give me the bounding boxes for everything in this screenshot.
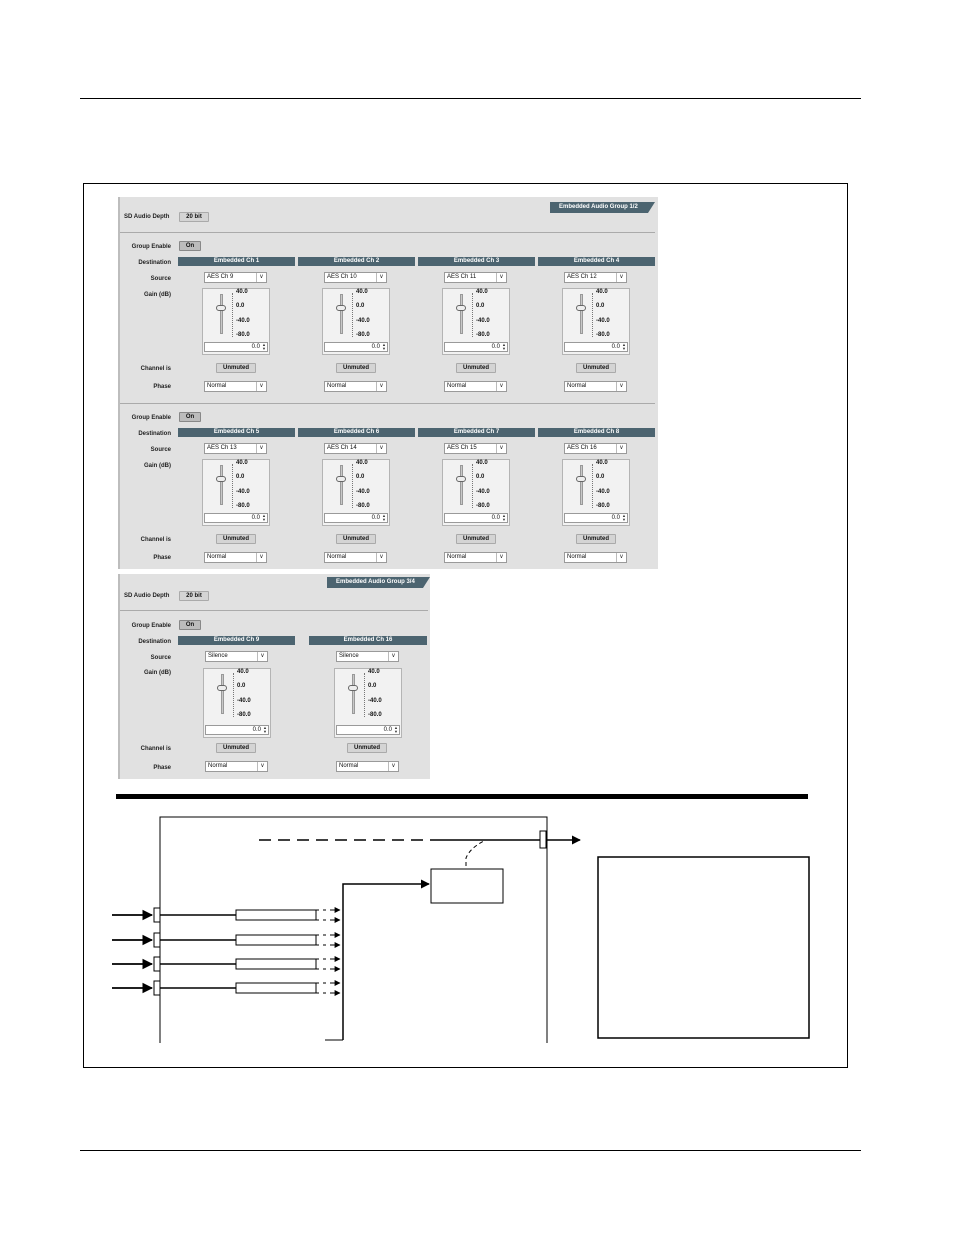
gain-slider-track[interactable]: [220, 465, 223, 505]
gain-scale-label: -40.0: [356, 318, 370, 324]
sd-audio-depth-label: SD Audio Depth: [124, 593, 170, 599]
gain-value-input[interactable]: [564, 342, 628, 352]
chevron-down-icon[interactable]: ∨: [257, 762, 267, 771]
source-label: Source: [150, 655, 171, 661]
gain-scale-label: -40.0: [356, 489, 370, 495]
gain-value-input[interactable]: [324, 342, 388, 352]
gain-value-input[interactable]: [204, 513, 268, 523]
gain-scale-label: 0.0: [596, 303, 605, 309]
phase-select-value: Normal: [327, 383, 347, 389]
gain-slider-track[interactable]: [221, 674, 224, 714]
gain-scale-label: -80.0: [356, 332, 370, 338]
slider-knob-icon[interactable]: [456, 476, 466, 482]
gain-scale-label: -40.0: [237, 698, 251, 704]
phase-select[interactable]: [205, 761, 268, 772]
channel-header: Embedded Ch 8: [538, 428, 655, 437]
gain-scale-label: 40.0: [356, 289, 368, 295]
gain-scale-ticks: [233, 673, 236, 717]
gain-scale-label: 0.0: [368, 683, 377, 689]
slider-knob-icon[interactable]: [216, 476, 226, 482]
channel-header: Embedded Ch 16: [309, 636, 427, 645]
chevron-down-icon[interactable]: ∨: [256, 273, 266, 282]
slider-knob-icon[interactable]: [576, 476, 586, 482]
gain-scale-label: -40.0: [596, 318, 610, 324]
gain-scale-label: 40.0: [368, 669, 380, 675]
phase-select-value: Normal: [207, 554, 227, 560]
gain-scale-label: -80.0: [368, 712, 382, 718]
source-select[interactable]: [324, 443, 387, 454]
chevron-down-icon[interactable]: ∨: [256, 553, 266, 562]
gain-value-input[interactable]: [324, 513, 388, 523]
channel-is-label: Channel is: [140, 366, 171, 372]
spinner-icon[interactable]: ▲ ▼: [394, 725, 398, 734]
chevron-down-icon[interactable]: ∨: [376, 444, 386, 453]
spinner-icon[interactable]: ▲ ▼: [382, 342, 386, 351]
spinner-icon[interactable]: ▲ ▼: [622, 342, 626, 351]
gain-value-input[interactable]: [336, 725, 400, 735]
mute-toggle-button[interactable]: Unmuted: [336, 534, 376, 544]
gain-label: Gain (dB): [144, 292, 171, 298]
gain-value: 0.0: [371, 515, 380, 521]
chevron-down-icon[interactable]: ∨: [376, 382, 386, 391]
gain-slider-track[interactable]: [580, 465, 583, 505]
channel-header: Embedded Ch 2: [298, 257, 415, 266]
source-select-value: AES Ch 10: [327, 274, 357, 280]
channel-header: Embedded Ch 9: [178, 636, 295, 645]
channel-header: Embedded Ch 5: [178, 428, 295, 437]
channel-header: Embedded Ch 7: [418, 428, 535, 437]
gain-value-input[interactable]: [444, 513, 508, 523]
gain-value: 0.0: [252, 727, 261, 733]
gain-value: 0.0: [251, 515, 260, 521]
channel-header: Embedded Ch 3: [418, 257, 535, 266]
chevron-down-icon[interactable]: ∨: [256, 382, 266, 391]
gain-scale-ticks: [592, 293, 595, 337]
source-select-value: Silence: [208, 653, 228, 659]
gain-value: 0.0: [251, 344, 260, 350]
source-select-value: AES Ch 13: [207, 445, 237, 451]
source-select[interactable]: [444, 443, 507, 454]
source-select[interactable]: [324, 272, 387, 283]
chevron-down-icon[interactable]: ∨: [616, 444, 626, 453]
destination-label: Destination: [138, 639, 171, 645]
gain-scale-label: -40.0: [476, 318, 490, 324]
gain-scale-label: -80.0: [236, 332, 250, 338]
phase-select-value: Normal: [208, 763, 228, 769]
group-enable-toggle[interactable]: On: [179, 241, 201, 251]
phase-select[interactable]: [564, 381, 627, 392]
gain-value-input[interactable]: [205, 725, 269, 735]
sd-audio-depth-button[interactable]: 20 bit: [179, 591, 209, 601]
source-select-value: AES Ch 11: [447, 274, 477, 280]
gain-value: 0.0: [383, 727, 392, 733]
chevron-down-icon[interactable]: ∨: [256, 444, 266, 453]
slider-knob-icon[interactable]: [217, 685, 227, 691]
gain-scale-ticks: [352, 464, 355, 508]
source-label: Source: [150, 447, 171, 453]
phase-select[interactable]: [204, 381, 267, 392]
gain-slider-track[interactable]: [340, 294, 343, 334]
sd-audio-depth-label: SD Audio Depth: [124, 214, 170, 220]
gain-value-input[interactable]: [204, 342, 268, 352]
chevron-down-icon[interactable]: ∨: [388, 762, 398, 771]
phase-select-value: Normal: [339, 763, 359, 769]
chevron-down-icon[interactable]: ∨: [388, 652, 398, 661]
gain-scale-label: -40.0: [236, 489, 250, 495]
gain-scale-ticks: [232, 464, 235, 508]
gain-scale-label: -80.0: [476, 332, 490, 338]
slider-knob-icon[interactable]: [336, 305, 346, 311]
chevron-down-icon[interactable]: ∨: [616, 273, 626, 282]
gain-scale-label: 0.0: [236, 474, 245, 480]
gain-label: Gain (dB): [144, 670, 171, 676]
source-select[interactable]: [564, 443, 627, 454]
chevron-down-icon[interactable]: ∨: [496, 553, 506, 562]
spinner-icon[interactable]: ▲ ▼: [502, 342, 506, 351]
gain-scale-label: -80.0: [596, 332, 610, 338]
chevron-down-icon[interactable]: ∨: [376, 273, 386, 282]
gain-value-input[interactable]: [444, 342, 508, 352]
phase-select[interactable]: [324, 552, 387, 563]
slider-knob-icon[interactable]: [456, 305, 466, 311]
chevron-down-icon[interactable]: ∨: [616, 382, 626, 391]
phase-select-value: Normal: [567, 554, 587, 560]
chevron-down-icon[interactable]: ∨: [376, 553, 386, 562]
gain-scale-label: 0.0: [476, 303, 485, 309]
gain-scale-label: 40.0: [236, 460, 248, 466]
phase-select[interactable]: [564, 552, 627, 563]
mute-toggle-button[interactable]: Unmuted: [216, 534, 256, 544]
spinner-icon[interactable]: ▲ ▼: [502, 513, 506, 522]
spinner-icon[interactable]: ▲ ▼: [622, 513, 626, 522]
mute-toggle-button[interactable]: Unmuted: [576, 534, 616, 544]
spinner-icon[interactable]: ▲ ▼: [263, 725, 267, 734]
source-label: Source: [150, 276, 171, 282]
gain-scale-label: 40.0: [596, 289, 608, 295]
phase-label: Phase: [153, 384, 171, 390]
gain-slider-track[interactable]: [460, 465, 463, 505]
gain-slider-track[interactable]: [460, 294, 463, 334]
source-select-value: AES Ch 12: [567, 274, 597, 280]
channel-header: Embedded Ch 1: [178, 257, 295, 266]
mute-toggle-button[interactable]: Unmuted: [216, 363, 256, 373]
gain-scale-label: 0.0: [596, 474, 605, 480]
gain-scale-label: 40.0: [237, 669, 249, 675]
mute-toggle-button[interactable]: Unmuted: [336, 363, 376, 373]
gain-slider-track[interactable]: [580, 294, 583, 334]
gain-scale-ticks: [352, 293, 355, 337]
phase-select-value: Normal: [207, 383, 227, 389]
group-enable-toggle[interactable]: On: [179, 412, 201, 422]
chevron-down-icon[interactable]: ∨: [257, 652, 267, 661]
gain-value: 0.0: [611, 344, 620, 350]
gain-scale-label: -80.0: [476, 503, 490, 509]
gain-scale-ticks: [232, 293, 235, 337]
gain-scale-label: -40.0: [596, 489, 610, 495]
spinner-icon[interactable]: ▲ ▼: [382, 513, 386, 522]
phase-select-value: Normal: [447, 554, 467, 560]
gain-scale-label: 40.0: [476, 460, 488, 466]
source-select-value: AES Ch 15: [447, 445, 477, 451]
gain-slider-track[interactable]: [340, 465, 343, 505]
gain-scale-label: 0.0: [237, 683, 246, 689]
source-select-value: Silence: [339, 653, 359, 659]
gain-label: Gain (dB): [144, 463, 171, 469]
source-select[interactable]: [204, 443, 267, 454]
phase-select-value: Normal: [327, 554, 347, 560]
group-header-tab: Embedded Audio Group 1/2: [550, 202, 648, 213]
group-enable-label: Group Enable: [131, 623, 171, 629]
group-header-tab: Embedded Audio Group 3/4: [327, 577, 423, 588]
phase-select[interactable]: [444, 381, 507, 392]
source-select[interactable]: [564, 272, 627, 283]
gain-slider-track[interactable]: [220, 294, 223, 334]
gain-scale-label: 40.0: [236, 289, 248, 295]
phase-label: Phase: [153, 765, 171, 771]
slider-knob-icon[interactable]: [216, 305, 226, 311]
source-select-value: AES Ch 14: [327, 445, 357, 451]
gain-scale-label: -80.0: [356, 503, 370, 509]
gain-scale-label: -40.0: [476, 489, 490, 495]
source-select[interactable]: [444, 272, 507, 283]
separator: [120, 403, 655, 404]
gain-scale-ticks: [592, 464, 595, 508]
spinner-icon[interactable]: ▲ ▼: [262, 513, 266, 522]
gain-value-input[interactable]: [564, 513, 628, 523]
chevron-down-icon[interactable]: ∨: [616, 553, 626, 562]
group-enable-toggle[interactable]: On: [179, 620, 201, 630]
sd-audio-depth-button[interactable]: 20 bit: [179, 212, 209, 222]
gain-scale-label: 0.0: [356, 303, 365, 309]
gain-scale-label: -80.0: [236, 503, 250, 509]
gain-value: 0.0: [611, 515, 620, 521]
destination-label: Destination: [138, 431, 171, 437]
channel-is-label: Channel is: [140, 746, 171, 752]
slider-knob-icon[interactable]: [336, 476, 346, 482]
gain-scale-ticks: [364, 673, 367, 717]
gain-scale-label: 0.0: [236, 303, 245, 309]
chevron-down-icon[interactable]: ∨: [496, 273, 506, 282]
gain-scale-ticks: [472, 464, 475, 508]
phase-select[interactable]: [204, 552, 267, 563]
source-select-value: AES Ch 9: [207, 274, 234, 280]
group-enable-label: Group Enable: [131, 244, 171, 250]
chevron-down-icon[interactable]: ∨: [496, 444, 506, 453]
gain-value: 0.0: [371, 344, 380, 350]
gain-scale-label: 0.0: [476, 474, 485, 480]
mute-toggle-button[interactable]: Unmuted: [456, 534, 496, 544]
slider-knob-icon[interactable]: [576, 305, 586, 311]
phase-select-value: Normal: [447, 383, 467, 389]
gain-value: 0.0: [491, 344, 500, 350]
phase-label: Phase: [153, 555, 171, 561]
channel-is-label: Channel is: [140, 537, 171, 543]
source-select[interactable]: [204, 272, 267, 283]
gain-scale-label: -80.0: [237, 712, 251, 718]
separator: [120, 610, 428, 611]
phase-select[interactable]: [444, 552, 507, 563]
source-select[interactable]: [205, 651, 268, 662]
phase-select[interactable]: [324, 381, 387, 392]
gain-value: 0.0: [491, 515, 500, 521]
mute-toggle-button[interactable]: Unmuted: [456, 363, 496, 373]
mute-toggle-button[interactable]: Unmuted: [216, 743, 256, 753]
source-select-value: AES Ch 16: [567, 445, 597, 451]
gain-scale-label: -40.0: [368, 698, 382, 704]
channel-header: Embedded Ch 6: [298, 428, 415, 437]
slider-knob-icon[interactable]: [348, 685, 358, 691]
source-select[interactable]: [336, 651, 399, 662]
destination-label: Destination: [138, 260, 171, 266]
group-enable-label: Group Enable: [131, 415, 171, 421]
phase-select-value: Normal: [567, 383, 587, 389]
gain-scale-label: 40.0: [596, 460, 608, 466]
gain-scale-label: -40.0: [236, 318, 250, 324]
gain-scale-label: 0.0: [356, 474, 365, 480]
mute-toggle-button[interactable]: Unmuted: [576, 363, 616, 373]
gain-scale-label: -80.0: [596, 503, 610, 509]
separator: [120, 232, 655, 233]
gain-scale-label: 40.0: [356, 460, 368, 466]
spinner-icon[interactable]: ▲ ▼: [262, 342, 266, 351]
gain-scale-ticks: [472, 293, 475, 337]
chevron-down-icon[interactable]: ∨: [496, 382, 506, 391]
gain-slider-track[interactable]: [352, 674, 355, 714]
channel-header: Embedded Ch 4: [538, 257, 655, 266]
mute-toggle-button[interactable]: Unmuted: [347, 743, 387, 753]
phase-select[interactable]: [336, 761, 399, 772]
gain-scale-label: 40.0: [476, 289, 488, 295]
